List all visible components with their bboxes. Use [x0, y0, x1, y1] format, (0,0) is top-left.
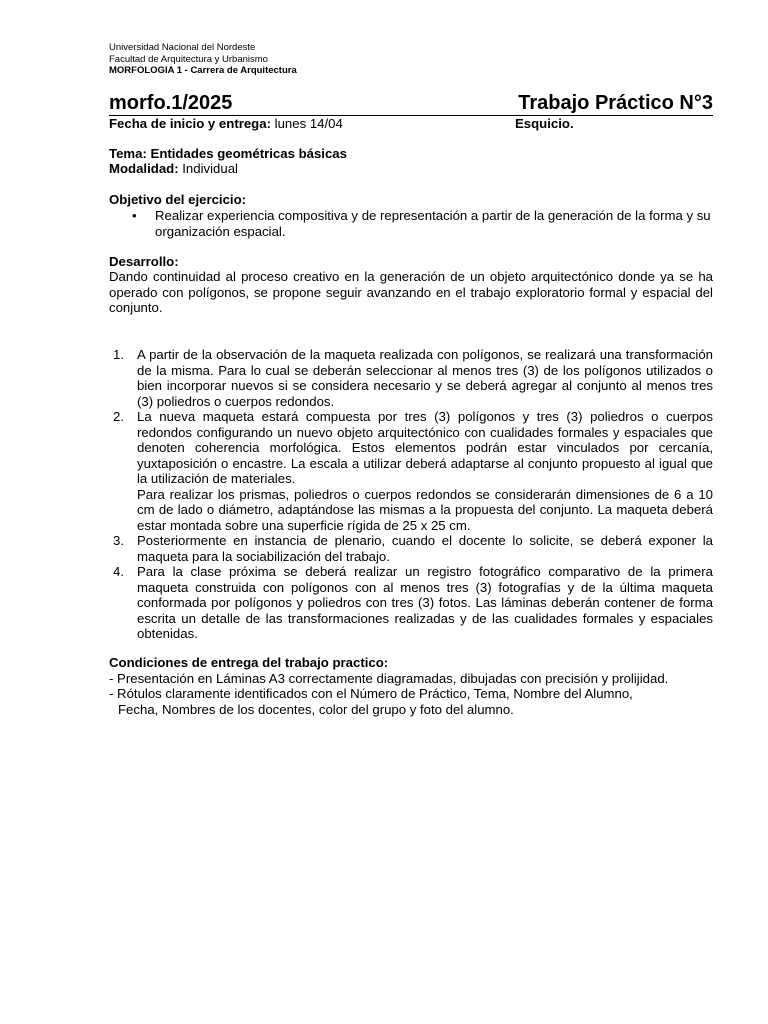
objetivo-heading: Objetivo del ejercicio: [109, 192, 247, 207]
tema-line: Tema: Entidades geométricas básicas [109, 146, 347, 161]
item-number: 3. [113, 533, 124, 548]
objetivo-item [132, 208, 713, 239]
list-item [109, 564, 713, 642]
steps-list [109, 347, 713, 642]
institution-header [109, 42, 713, 77]
condiciones-line-1: - Presentación en Láminas A3 correctamente diagramadas, dibujadas con precisión y prolijidad. [109, 670, 669, 686]
dates-value: lunes 14/04 [270, 116, 343, 131]
condiciones-section [109, 655, 729, 717]
item-text: Posteriormente en instancia de plenario, cuando el docente lo solicite, se deberá exponer la maqueta para la sociabilización del trabajo. [137, 533, 713, 564]
list-item [109, 347, 713, 409]
modalidad-value: Individual [178, 161, 238, 176]
item-number: 4. [113, 564, 124, 579]
list-item [109, 409, 713, 533]
condiciones-line-2: - Rótulos claramente identificados con el Número de Práctico, Tema, Nombre del Alumno, [109, 686, 633, 701]
practice-title: Trabajo Práctico N°3 [518, 92, 713, 114]
item-number: 1. [113, 347, 124, 362]
dates-label: Fecha de inicio y entrega: [109, 116, 271, 131]
dates-line [109, 116, 343, 132]
bullet-icon: • [132, 208, 137, 223]
desarrollo-heading: Desarrollo: [109, 254, 179, 269]
condiciones-heading: Condiciones de entrega del trabajo practico: [109, 655, 389, 670]
modalidad-label: Modalidad: [109, 161, 179, 176]
modalidad-line [109, 161, 238, 177]
title-bar [109, 92, 713, 116]
item-text: Para la clase próxima se deberá realizar un registro fotográfico comparativo de la primera maqueta construida con polígonos con al menos tres (3) fotografías y de la última maqueta conformada por polígonos y poliedros con tres (3) fotos. Las láminas deberán contener de forma escrita un detalle de las transformaciones realizadas y de las cualidades formales y espaciales obtenidas. [137, 564, 713, 641]
objetivo-text: Realizar experiencia compositiva y de representación a partir de la generación de la forma y su organización espacial. [155, 208, 711, 239]
university-name: Universidad Nacional del Nordeste [109, 42, 256, 53]
course-name: MORFOLOGIA 1 - Carrera de Arquitectura [109, 65, 297, 76]
item-text: A partir de la observación de la maqueta realizada con polígonos, se realizará una transformación de la misma. Para lo cual se deberán seleccionar al menos tres (3) de los polígonos utilizados o bien incorporar nuevos si se considera necesario y se deberá agregar al conjunto al menos tres (3) poliedros o cuerpos redondos. [137, 347, 713, 409]
exercise-type: Esquicio. [515, 116, 574, 131]
course-code: morfo.1/2025 [109, 92, 233, 114]
item-text: La nueva maqueta estará compuesta por tres (3) polígonos y tres (3) poliedros o cuerpos redondos configurando un nuevo objeto arquitectónico con cualidades formales y espaciales que denoten coherencia morfológica. Estos elementos podrán estar vinculados por cercanía, yuxtaposición o encastre. La escala a utilizar deberá adaptarse al conjunto propuesto al igual que la utilización de materiales. [137, 409, 713, 486]
condiciones-line-3: Fecha, Nombres de los docentes, color del grupo y foto del alumno. [118, 701, 514, 717]
list-item [109, 533, 713, 564]
item-number: 2. [113, 409, 124, 424]
faculty-name: Facultad de Arquitectura y Urbanismo [109, 53, 268, 65]
item-extra-text: Para realizar los prismas, poliedros o cuerpos redondos se considerarán dimensiones de 6 a 10 cm de lado o diámetro, adaptándose las mismas a la propuesta del conjunto. La maqueta deberá estar montada sobre una superficie rígida de 25 x 25 cm. [137, 486, 713, 533]
desarrollo-text: Dando continuidad al proceso creativo en la generación de un objeto arquitectónico donde ya se ha operado con polígonos, se propone seguir avanzando en el trabajo exploratorio formal y espacial del conjunto. [109, 269, 713, 315]
